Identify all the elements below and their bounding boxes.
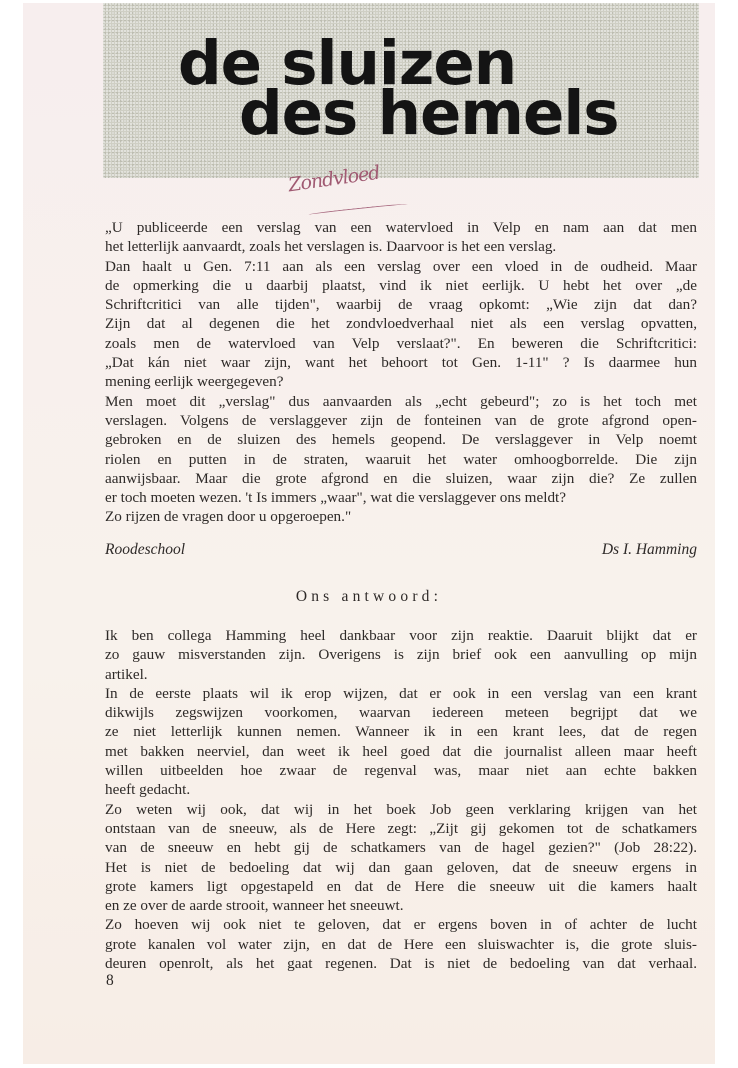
text-line: en ze over de aarde strooit, wanneer het sneeuwt. (105, 897, 404, 915)
text-line: grote kanalen vol water zijn, en dat de Here een sluiswachter is, die grote sluis- (105, 935, 697, 953)
document-page (23, 3, 715, 1064)
signature-author: Ds I. Hamming (601, 541, 697, 558)
text-line: willen uitbeelden hoe zwaar de regenval was, maar niet aan echte bakken (105, 762, 697, 780)
text-line: dikwijls zegswijzen voorkomen, waarvan iedereen meteen begrijpt dat we (105, 704, 697, 722)
title-line-1: de sluizen (178, 28, 517, 99)
text-line: het letterlijk aanvaardt, zoals het verslagen is. Daarvoor is het een verslag. (105, 238, 557, 256)
signature-place: Roodeschool (105, 541, 186, 558)
text-line: aanwijsbaar. Maar die grote afgrond en die sluizen, waar zijn die? Ze zullen (105, 469, 697, 487)
title-banner (103, 3, 699, 178)
text-line: gebroken en de sluizen des hemels geopend. De verslaggever in Velp noemt (105, 431, 697, 449)
text-line: Zo hoeven wij ook niet te geloven, dat er ergens boven in of achter de lucht (105, 916, 697, 934)
handwritten-annotation: Zondvloed (286, 161, 381, 197)
text-line: Zo weten wij ook, dat wij in het boek Job geen verklaring krijgen van het (105, 800, 697, 818)
text-line: riolen en putten in de straten, waaruit het water omhoogborrelde. Die zijn (105, 450, 697, 468)
text-line: van de sneeuw en hebt gij de schatkamers van de hagel gezien?" (Job 28:22). (105, 839, 697, 857)
text-line: zo gauw misverstanden zijn. Overigens is zijn brief ook een aanvulling op mijn (105, 646, 697, 664)
text-line: grote kamers ligt opgestapeld en dat de Here die sneeuw uit die kamers haalt (105, 877, 697, 895)
text-line: met bakken neerviel, dan weet ik heel goed dat die journalist alleen maar heeft (105, 742, 697, 760)
answer-heading: Ons antwoord: (295, 588, 443, 605)
text-line: „Dat kán niet waar zijn, want het behoort tot Gen. 1-11" ? Is daarmee hun (105, 354, 697, 372)
text-line: Zijn dat al degenen die het zondvloedverhaal niet als een verslag opvatten, (105, 315, 697, 333)
page-number: 8 (106, 972, 114, 989)
text-line: er toch moeten wezen. 't Is immers „waar", wat die verslaggever ons meldt? (105, 489, 567, 507)
text-line: deuren openrolt, als het gaat regenen. Dat is niet de bedoeling van dat verhaal. (105, 955, 697, 973)
text-line: mening eerlijk weergegeven? (105, 373, 284, 391)
letter-body (105, 218, 697, 527)
text-line: Men moet dit „verslag" dus aanvaarden als „echt gebeurd"; zo is het toch met (105, 392, 697, 410)
text-line: ontstaan van de sneeuw, als de Here zegt: „Zijt gij gekomen tot de schatkamers (105, 819, 697, 837)
answer-body (105, 626, 697, 973)
text-line: In de eerste plaats wil ik erop wijzen, dat er ook in een verslag van een krant (105, 684, 697, 702)
text-line: Dan haalt u Gen. 7:11 aan als een verslag over een vloed in de oudheid. Maar (105, 257, 697, 275)
text-line: Ik ben collega Hamming heel dankbaar voor zijn reaktie. Daaruit blijkt dat er (105, 627, 697, 644)
signature-row (105, 541, 697, 559)
text-line: Zo rijzen de vragen door u opgeroepen." (105, 508, 352, 526)
handwritten-underline (308, 203, 408, 216)
text-line: „U publiceerde een verslag van een watervloed in Velp en nam aan dat men (105, 219, 697, 236)
text-line: ze niet letterlijk kunnen nemen. Wanneer ik in een krant lees, dat de regen (105, 723, 697, 741)
title-line-2: des hemels (239, 78, 619, 149)
text-line: heeft gedacht. (105, 781, 191, 799)
text-line: artikel. (105, 665, 148, 683)
text-line: zoals men de watervloed van Velp verslaat?". En beweren die Schriftcritici: (105, 334, 697, 352)
text-line: de opmerking die u daarbij plaatst, vind ik niet eerlijk. U hebt het over „de (105, 276, 697, 294)
text-line: Schriftcritici van alle tijden", waarbij de vraag opkomt: „Wie zijn dat dan? (105, 296, 697, 314)
text-line: verslagen. Volgens de verslaggever zijn de fonteinen van de grote afgrond open- (105, 411, 697, 429)
text-line: Het is niet de bedoeling dat wij dan gaan geloven, dat de sneeuw ergens in (105, 858, 697, 876)
